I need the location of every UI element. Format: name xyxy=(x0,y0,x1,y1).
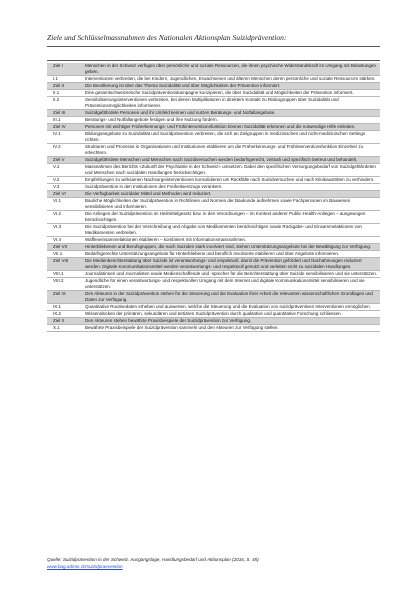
page-title: Ziele und Schlüsselmassnahmen des Nationalen Aktionsplan Suizidprävention: xyxy=(47,33,287,42)
measure-row xyxy=(47,237,380,244)
source-text: Quelle: Suizidprävention in der Schweiz. Ausgangslage, Handlungsbedarf und Aktionsplan (2016, S. 45) xyxy=(47,557,259,562)
row-text: Menschen in der Schweiz verfügen über persönliche und soziale Ressourcen, die ihnen psychische Widerstandskraft im Umgang mit Belastungen geben. xyxy=(83,63,380,76)
measure-row xyxy=(47,224,380,237)
row-text: Suizidgefährdete Menschen und Menschen nach Suizidversuchen werden bedarfsgerecht, zeitnah und spezifisch betreut und behandelt. xyxy=(83,157,380,164)
row-code: Ziel VIII xyxy=(47,258,83,271)
row-code: VI.1 xyxy=(47,198,83,211)
row-text: Empfehlungen zu wirksamen Nachsorgeinterventionen konsolidieren um Rückfälle nach Suizidversuchen und nach Klinikaustritten zu verhindern. xyxy=(83,177,380,184)
row-text: Strukturen und Prozesse in Organisationen und Institutionen etablieren um die Früherkennungs- und Frühinterventionsfunktion Einzelner zu erleichtern. xyxy=(83,144,380,157)
goal-row xyxy=(47,258,380,271)
row-code: VI.2 xyxy=(47,211,83,224)
row-text: Beratungs- und Notfallangebote festigen und ihre Nutzung fördern. xyxy=(83,117,380,124)
measure-row xyxy=(47,198,380,211)
row-code: III.1 xyxy=(47,117,83,124)
row-text: Quantitative Routinedaten erheben und auswerten, welche die Steuerung und die Evaluation von suizidpräventiven Interventionen ermöglichen. xyxy=(83,304,380,311)
row-text: Jugendliche für einen verantwortungs- und respektvollen Umgang mit dem Internet und digitale Kommunikationsmittel sensibilisieren und sie unterstützen. xyxy=(83,278,380,291)
row-code: VI.4 xyxy=(47,237,83,244)
measure-row xyxy=(47,251,380,258)
row-text: Suizidgefährdete Personen und ihr Umfeld kennen und nutzen Beratungs- und Notfallangebote. xyxy=(83,110,380,117)
title-rule-top xyxy=(47,46,380,47)
row-code: Ziel IV xyxy=(47,124,83,131)
row-code: IX.1 xyxy=(47,304,83,311)
row-code: IV.2 xyxy=(47,144,83,157)
row-code: I.1 xyxy=(47,76,83,83)
measure-row xyxy=(47,271,380,278)
row-code: VI.3 xyxy=(47,224,83,237)
row-text: Eine gesamtschweizerische Suizidpräventionskampagne konzipieren, die über Suizidalität und Möglichkeiten der Prävention informiert. xyxy=(83,90,380,97)
goal-row xyxy=(47,83,380,90)
goal-row xyxy=(47,291,380,304)
row-text: Die Medienberichterstattung über Suizide ist verantwortungs- und respektvoll, damit die Prävention gefördert und Nachahmungen reduziert werden. Digitale Kommunikationsmittel werden verantwortungs- und respektvoll genutzt und verleiten nicht zu suizidalen Handlungen. xyxy=(83,258,380,271)
row-code: Ziel X xyxy=(47,318,83,325)
measure-row xyxy=(47,144,380,157)
measure-row xyxy=(47,76,380,83)
goal-row xyxy=(47,157,380,164)
row-text: Massnahmen des Berichts «Zukunft der Psychiatrie in der Schweiz» umsetzen. Dabei den spezifischen Versorgungsbedarf von Suizidgefährdeten und Menschen nach suizidalen Handlungen berücksichtigen. xyxy=(83,164,380,177)
measure-row xyxy=(47,131,380,144)
row-code: VIII.1 xyxy=(47,271,83,278)
row-code: VII.1 xyxy=(47,251,83,258)
row-code: Ziel III xyxy=(47,110,83,117)
row-code: IX.2 xyxy=(47,311,83,318)
row-text: Den Akteuren in der Suizidprävention stehen für die Steuerung und die Evaluation ihrer Arbeit die relevanten wissenschaftlichen Grundlagen und Daten zur Verfügung. xyxy=(83,291,380,304)
measure-row xyxy=(47,304,380,311)
goal-row xyxy=(47,191,380,198)
row-text: Die Suizidprävention bei der Verschreibung und Abgabe von Medikamenten berücksichtigen sowie Rückgabe- und Einsammelaktionen von Medikamenten verbreiten. xyxy=(83,224,380,237)
row-text: Journalistinnen und Journalisten sowie Medienschaffende und -sprecher für die Berichterstattung über Suizide sensibilisieren und sie unterstützen. xyxy=(83,271,380,278)
row-code: Ziel V xyxy=(47,157,83,164)
row-code: Ziel II xyxy=(47,83,83,90)
measure-row xyxy=(47,311,380,318)
row-text: Bedarfsgerechte Unterstützungsangebote für Hinterbliebene und beruflich Involvierte etablieren und über Angebote informieren. xyxy=(83,251,380,258)
row-text: Suizidprävention in den Institutionen des Freiheitsentzugs verankern. xyxy=(83,184,380,191)
row-code: Ziel VII xyxy=(47,244,83,251)
row-code: V.3 xyxy=(47,184,83,191)
goal-row xyxy=(47,63,380,76)
row-text: Bewährte Praxisbeispiele der Suizidprävention sammeln und den Akteuren zur Verfügung stellen. xyxy=(83,325,380,332)
row-code: II.2 xyxy=(47,97,83,110)
row-text: Waffeneinsammelaktionen etablieren – kombiniert mit Informationsmassnahmen. xyxy=(83,237,380,244)
row-code: X.1 xyxy=(47,325,83,332)
measure-row xyxy=(47,325,380,332)
goal-row xyxy=(47,124,380,131)
row-code: Ziel VI xyxy=(47,191,83,198)
row-code: IV.1 xyxy=(47,131,83,144)
goal-row xyxy=(47,318,380,325)
row-text: Bauliche Möglichkeiten der Suizidprävention in Richtlinien und Normen der Baukunde aufnehmen sowie Fachpersonen im Bauwesen sensibilisieren und informieren. xyxy=(83,198,380,211)
goals-table xyxy=(47,63,380,332)
measure-row xyxy=(47,90,380,97)
row-text: Interventionen verbreiten, die bei Kindern, Jugendlichen, Erwachsenen und älteren Menschen deren persönliche und soziale Ressourcen stärken. xyxy=(83,76,380,83)
measure-row xyxy=(47,117,380,124)
measure-row xyxy=(47,184,380,191)
row-code: Ziel I xyxy=(47,63,83,76)
row-text: Den Akteuren stehen bewährte Praxisbeispiele der Suizidprävention zur Verfügung. xyxy=(83,318,380,325)
goal-row xyxy=(47,110,380,117)
row-code: V.2 xyxy=(47,177,83,184)
title-rule-bottom xyxy=(47,60,380,61)
row-code: VIII.2 xyxy=(47,278,83,291)
row-code: V.1 xyxy=(47,164,83,177)
row-text: Hinterbliebenen und Berufsgruppen, die nach Suiziden stark involviert sind, stehen Unterstützungsangebote bei der Bewältigung zur Verfügung. xyxy=(83,244,380,251)
measure-row xyxy=(47,211,380,224)
row-code: Ziel IX xyxy=(47,291,83,304)
row-text: Die Bevölkerung ist über das Thema Suizidalität und über Möglichkeiten der Prävention informiert. xyxy=(83,83,380,90)
measure-row xyxy=(47,164,380,177)
goal-row xyxy=(47,244,380,251)
row-text: Sensibilisierungsinterventionen verbreiten, bei denen Multiplikatoren in direktem Kontakt zu Risikogruppen über Suizidalität und Präventionsmöglichkeiten informieren. xyxy=(83,97,380,110)
row-code: II.1 xyxy=(47,90,83,97)
row-text: Wissenslücken der primären, sekundären und tertiären Suizidprävention durch qualitative und quantitative Forschung schliessen. xyxy=(83,311,380,318)
row-text: Die Verfügbarkeit suizidaler Mittel und Methoden wird reduziert. xyxy=(83,191,380,198)
source-link[interactable]: www.bag.admin.ch/suizidpraevention xyxy=(47,563,123,569)
measure-row xyxy=(47,177,380,184)
row-text: Die Anliegen der Suizidprävention im Heilmittelgesetz bzw. in den Verordnungen – im Kontext anderer Public-Health-Anliegen – ausgewogen berücksichtigen. xyxy=(83,211,380,224)
measure-row xyxy=(47,278,380,291)
source-note xyxy=(47,557,387,570)
row-text: Bildungsangebote zu Suizidalität und Suizidprävention verbreiten, die sich an Zielgruppen in medizinischen und nicht-medizinischen Settings richten. xyxy=(83,131,380,144)
row-text: Personen mit wichtiger Früherkennungs- und Frühinterventionsfunktion können Suizidalität erkennen und die notwendige Hilfe einleiten. xyxy=(83,124,380,131)
measure-row xyxy=(47,97,380,110)
